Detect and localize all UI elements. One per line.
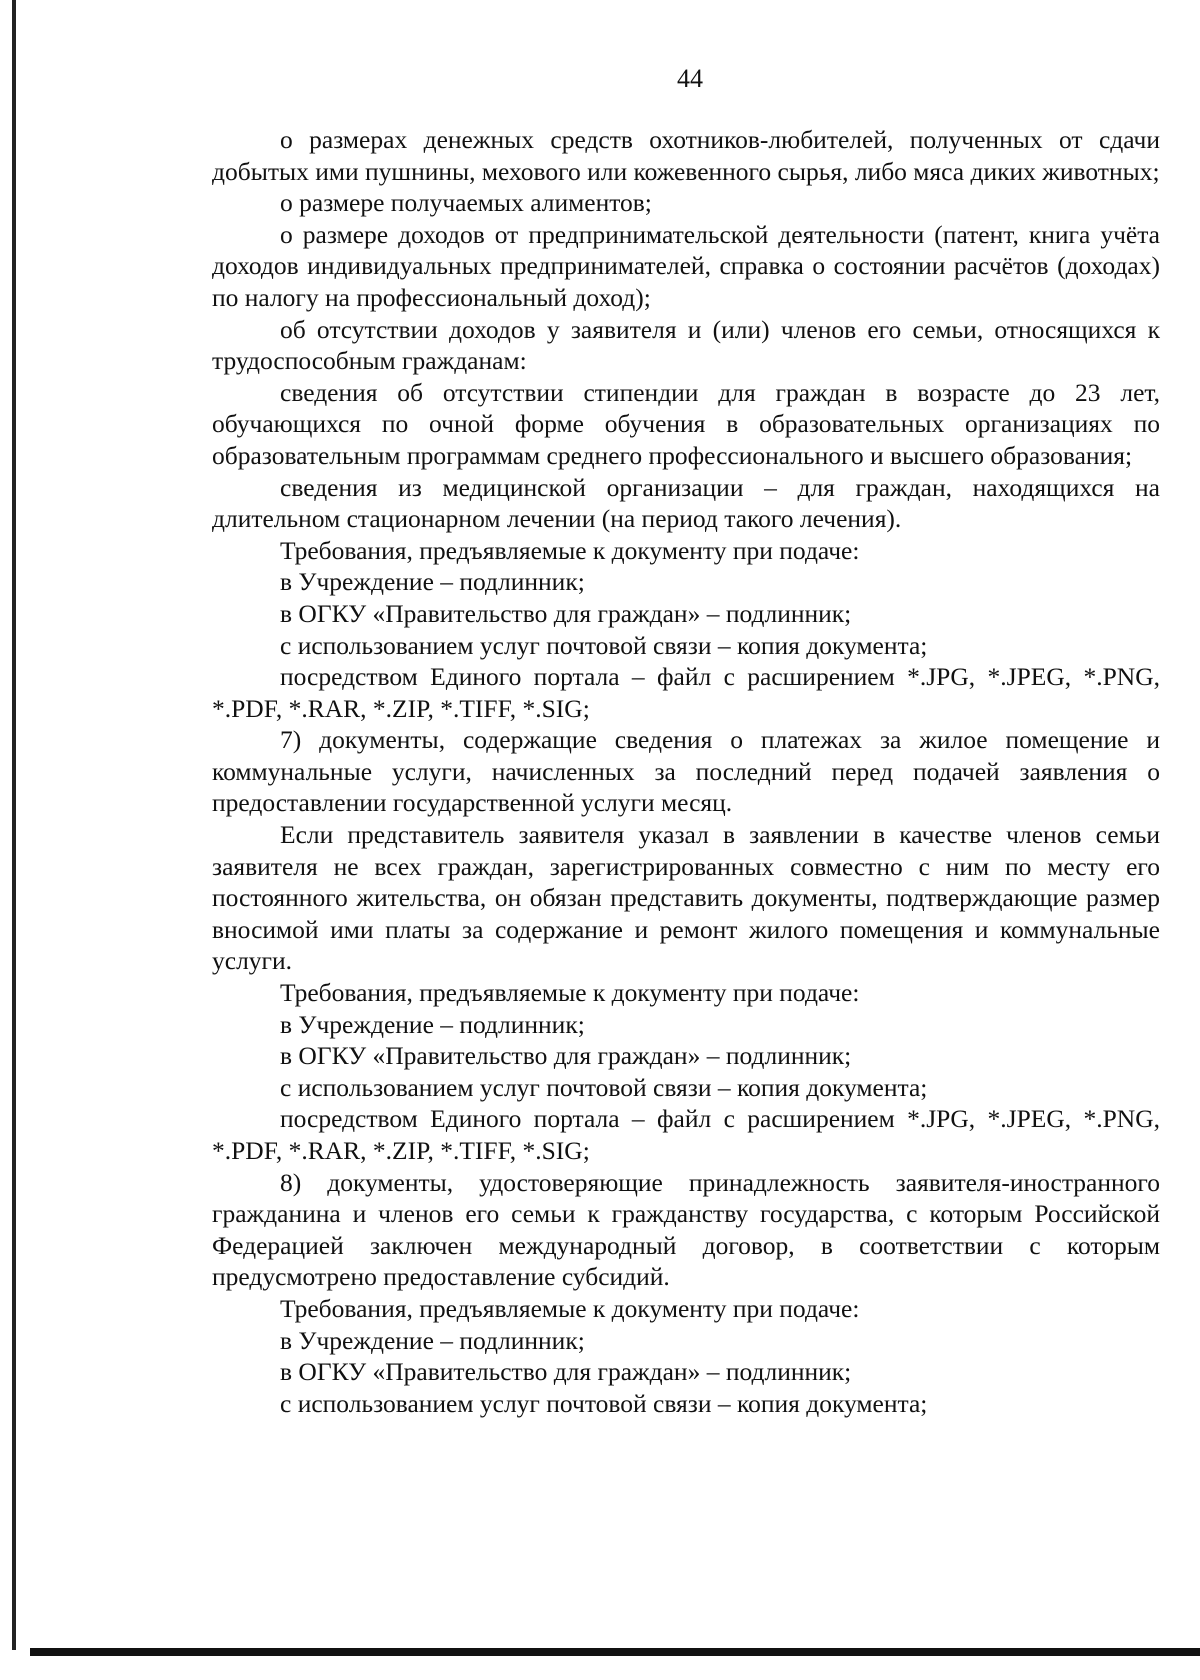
paragraph: 7) документы, содержащие сведения о платежах за жилое помещение и коммунальные услуги, начисленных за последний перед подачей заявления о предоставлении государственной услуги месяц. bbox=[212, 725, 1160, 818]
paragraph: сведения из медицинской организации – для граждан, находящихся на длительном стационарном лечении (на период такого лечения). bbox=[212, 472, 1160, 534]
paragraph: в ОГКУ «Правительство для граждан» – подлинник; bbox=[280, 1041, 852, 1071]
paragraph: о размере доходов от предпринимательской деятельности (патент, книга учёта доходов индивидуальных предпринимателей, справка о состоянии расчётов (доходах) по налогу на профессиональный доход); bbox=[212, 219, 1160, 312]
paragraph: посредством Единого портала – файл с расширением *.JPG, *.JPEG, *.PNG, *.PDF, *.RAR, *.ZIP, *.TIFF, *.SIG; bbox=[212, 1104, 1160, 1165]
paragraph: Требования, предъявляемые к документу при подаче: bbox=[280, 978, 860, 1008]
paragraph: Требования, предъявляемые к документу при подаче: bbox=[280, 535, 860, 565]
document-body bbox=[212, 124, 1160, 1419]
paragraph: Требования, предъявляемые к документу при подаче: bbox=[280, 1293, 860, 1323]
paragraph: сведения об отсутствии стипендии для граждан в возрасте до 23 лет, обучающихся по очной форме обучения в образовательных организациях по образовательным программам среднего профессионального и высшего образования; bbox=[212, 377, 1160, 470]
paragraph: посредством Единого портала – файл с расширением *.JPG, *.JPEG, *.PNG, *.PDF, *.RAR, *.ZIP, *.TIFF, *.SIG; bbox=[212, 662, 1160, 723]
paragraph: с использованием услуг почтовой связи – копия документа; bbox=[280, 1072, 928, 1102]
paragraph: с использованием услуг почтовой связи – копия документа; bbox=[280, 1388, 928, 1418]
paragraph: об отсутствии доходов у заявителя и (или) членов его семьи, относящихся к трудоспособным гражданам: bbox=[212, 314, 1160, 376]
paragraph: о размере получаемых алиментов; bbox=[280, 188, 652, 218]
paragraph: 8) документы, удостоверяющие принадлежность заявителя-иностранного гражданина и членов его семьи к гражданству государства, с которым Российской Федерацией заключен международный договор, в соответствии с которым предусмотрено предоставление субсидий. bbox=[212, 1167, 1160, 1292]
paragraph: с использованием услуг почтовой связи – копия документа; bbox=[280, 630, 928, 660]
page-number: 44 bbox=[677, 64, 703, 93]
paragraph: в Учреждение – подлинник; bbox=[280, 567, 585, 597]
page-left-edge bbox=[12, 0, 16, 1650]
paragraph: о размерах денежных средств охотников-любителей, полученных от сдачи добытых ими пушнины, мехового или кожевенного сырья, либо мяса диких животных; bbox=[212, 125, 1160, 186]
paragraph: в Учреждение – подлинник; bbox=[280, 1325, 585, 1355]
paragraph: в ОГКУ «Правительство для граждан» – подлинник; bbox=[280, 1357, 852, 1387]
paragraph: в Учреждение – подлинник; bbox=[280, 1009, 585, 1039]
page-bottom-edge bbox=[30, 1648, 1200, 1656]
paragraph: Если представитель заявителя указал в заявлении в качестве членов семьи заявителя не всех граждан, зарегистрированных совместно с ним по месту его постоянного жительства, он обязан представить документы, подтверждающие размер вносимой ими платы за содержание и ремонт жилого помещения и коммунальные услуги. bbox=[212, 820, 1160, 976]
paragraph: в ОГКУ «Правительство для граждан» – подлинник; bbox=[280, 598, 852, 628]
